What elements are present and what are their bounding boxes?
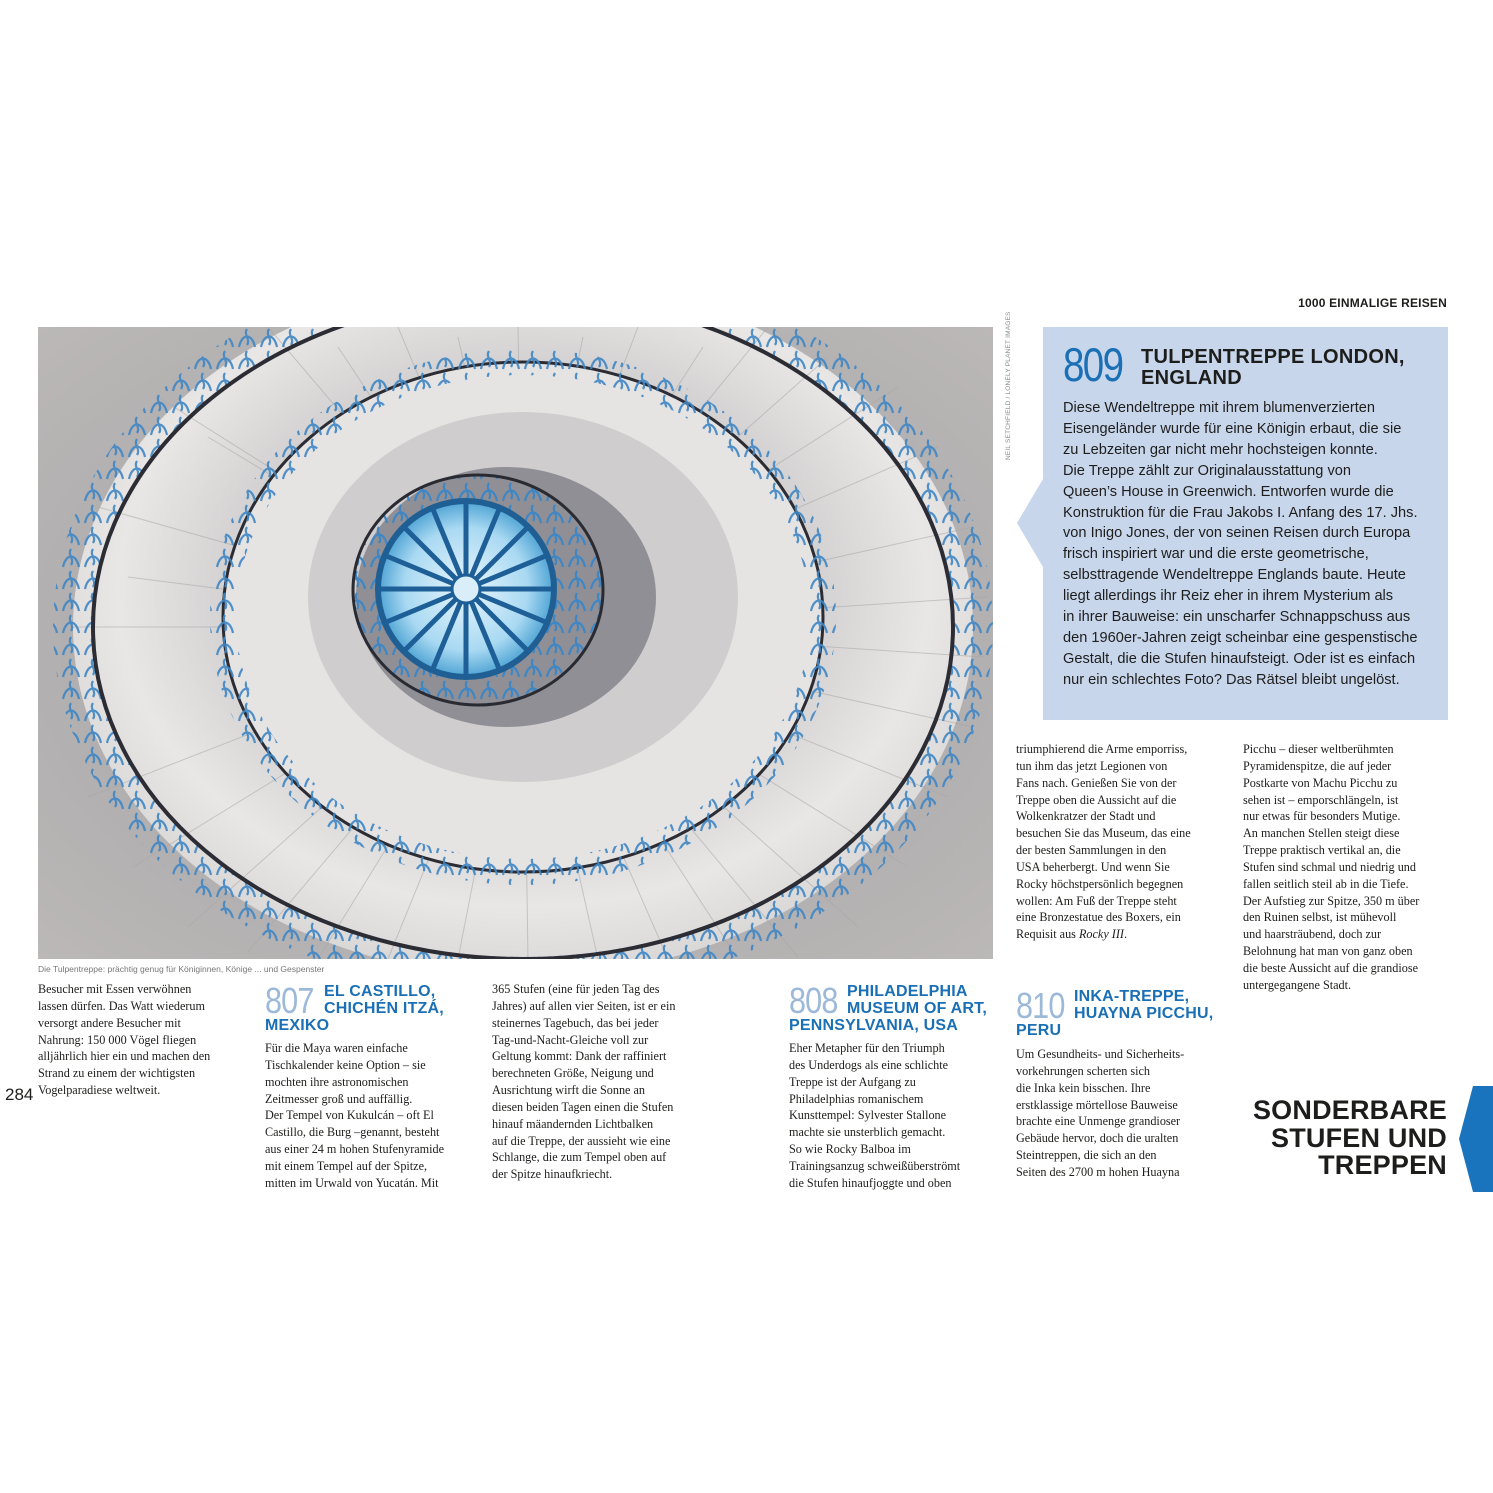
text-line: der besten Sammlungen in den [1016,843,1167,858]
text-fragment: Requisit aus [1016,927,1079,942]
entry-807-heading [265,980,480,1035]
entry-title-line: CHICHÉN ITZÁ, [324,1000,444,1017]
text-line: diesen beiden Tagen einen die Stufen [492,1099,674,1114]
text-line: Treppe praktisch vertikal an, die [1243,843,1401,858]
text-line: Stufen sind schmal und niedrig und [1243,859,1416,874]
text-line: Kunsttempel: Sylvester Stallone [789,1108,947,1123]
text-line: alljährlich hier ein und machen den [38,1049,211,1064]
photo-credit: NEIL SETCHFIELD / LONELY PLANET IMAGES [1005,311,1012,460]
feature-box-809 [1017,327,1448,720]
text-line: Besucher mit Essen verwöhnen [38,982,192,996]
text-line: Zeitmesser groß und auffällig. [265,1091,413,1106]
text-line: Wolkenkratzer der Stadt und [1016,809,1156,824]
feature-body [1063,398,1438,691]
text-line: Strand zu einem der wichtigsten [38,1066,196,1081]
text-line: Steintreppen, die sich an den [1016,1148,1157,1163]
entry-807-text [265,1040,480,1192]
text-line: USA beherbergt. Und wenn Sie [1016,859,1170,874]
entry-title-line: EL CASTILLO, [324,983,436,1000]
entry-title-line: PHILADELPHIA [847,983,968,1000]
feature-body-line: selbsttragende Wendeltreppe Englands baute. Heute [1063,567,1406,584]
text-line: der Spitze hinaufkriecht. [492,1167,613,1182]
text-line: vorkehrungen scherten sich [1016,1063,1151,1078]
text-line: besuchen Sie das Museum, das eine [1016,826,1191,841]
column-6-text [1243,741,1458,994]
text-line: eine Bronzestatue des Boxers, ein [1016,910,1181,925]
chapter-title-line: STUFEN UND [1271,1122,1447,1153]
text-line: nur etwas für besonders Mutige. [1243,809,1401,824]
text-line: Picchu – dieser weltberühmten [1243,742,1394,756]
text-line: Für die Maya waren einfache [265,1041,408,1055]
text-line: Philadelphias romanischem [789,1091,924,1106]
text-line: versorgt andere Besucher mit [38,1015,181,1030]
feature-number: 809 [1063,338,1123,391]
text-line: mitten im Urwald von Yucatán. Mit [265,1175,439,1190]
entry-title-line: HUAYNA PICCHU, [1074,1005,1214,1022]
column-3-text [492,981,707,1183]
text-line: den Ruinen selbst, ist mühevoll [1243,910,1397,925]
text-line: untergegangene Stadt. [1243,977,1352,992]
text-line: Nahrung: 150 000 Vögel fliegen [38,1032,197,1047]
text-line: Ausrichtung wirft die Sonne an [492,1083,645,1098]
text-line: die beste Aussicht auf die grandiose [1243,960,1418,975]
feature-title-line: TULPENTREPPE LONDON, [1141,346,1405,368]
text-line: Eher Metapher für den Triumph [789,1041,945,1055]
chapter-title [1240,1097,1447,1180]
feature-body-line: frisch inspiriert war und die erste geometrische, [1063,546,1369,563]
entry-title-line: INKA-TREPPE, [1074,988,1190,1005]
text-line: Um Gesundheits- und Sicherheits- [1016,1047,1185,1061]
text-line: die Inka kein bisschen. Ihre [1016,1080,1151,1095]
feature-title-line: ENGLAND [1141,367,1242,389]
entry-number: 810 [1016,985,1065,1026]
text-line: Jahres) auf allen vier Seiten, ist er ein [492,998,676,1013]
text-line: tun ihm das jetzt Legionen von [1016,758,1168,773]
text-line: Seiten des 2700 m hohen Huayna [1016,1164,1180,1179]
entry-number: 807 [265,980,314,1021]
text-line: Belohnung hat man von ganz oben [1243,944,1413,959]
entry-title-line: PERU [1016,1022,1062,1039]
entry-808-text [789,1040,1004,1192]
text-line: Geltung kommt: Dank der raffiniert [492,1049,667,1064]
text-line: Gebäude hervor, doch die uralten [1016,1131,1179,1146]
feature-body-line: zu Lebzeiten gar nicht mehr hochsteigen konnte. [1063,441,1378,458]
chapter-title-line: SONDERBARE [1252,1095,1447,1125]
text-line: Der Aufstieg zur Spitze, 350 m über [1243,893,1420,908]
feature-body-line: Die Treppe zählt zur Originalausstattung von [1063,462,1351,479]
text-line: Postkarte von Machu Picchu zu [1243,775,1398,790]
staircase-photo [38,327,993,959]
text-line: Tag-und-Nacht-Gleiche voll zur [492,1032,649,1047]
text-line: berechneten Größe, Neigung und [492,1066,654,1081]
text-line: und haarsträubend, doch zur [1243,927,1382,942]
entry-810-heading [1016,985,1231,1040]
text-line: mit einem Tempel auf der Spitze, [265,1158,428,1173]
text-line: die Stufen hinaufjoggte und oben [789,1175,952,1190]
text-line: Vogelparadiese weltweit. [38,1083,161,1098]
text-line: brachte eine Unmenge grandioser [1016,1114,1181,1129]
italic-title: Rocky III [1078,927,1124,942]
text-line: hinauf mäandernden Lichtbalken [492,1116,654,1131]
feature-body-line: Konstruktion für die Frau Jakobs I. Anfang des 17. Jhs. [1063,504,1418,521]
text-line: Trainingsanzug schweißüberströmt [789,1158,961,1173]
text-line: fallen seitlich steil ab in die Tiefe. [1243,876,1409,891]
entry-title-line: MEXIKO [265,1017,330,1034]
text-line: Treppe oben die Aussicht auf die [1016,792,1177,807]
feature-body-line: Gestalt, die die Stufen hinaufsteigt. Oder ist es einfach [1063,650,1416,667]
text-line: 365 Stufen (eine für jeden Tag des [492,982,660,996]
text-line: Der Tempel von Kukulcán – oft El [265,1108,434,1123]
feature-body-line: von Inigo Jones, der von seinen Reisen durch Europa [1063,525,1411,542]
text-line: erstklassige mörtellose Bauweise [1016,1097,1178,1112]
entry-title-line: PENNSYLVANIA, USA [789,1017,959,1034]
feature-body-line: Diese Wendeltreppe mit ihrem blumenverzierten [1063,400,1376,416]
text-line: Pyramidenspitze, die auf jeder [1243,758,1392,773]
running-head: 1000 EINMALIGE REISEN [1298,296,1447,310]
text-line: sehen ist – emporschlängeln, ist [1243,792,1399,807]
column-5-text [1016,741,1231,943]
chapter-tab-marker [1459,1086,1493,1192]
text-line: Rocky höchstpersönlich begegnen [1016,876,1184,891]
column-1-text [38,981,253,1099]
text-line: steinernes Tagebuch, das bei jeder [492,1015,659,1030]
text-line: Fans nach. Genießen Sie von der [1016,775,1177,790]
entry-title-line: MUSEUM OF ART, [847,1000,987,1017]
entry-810-text [1016,1046,1231,1181]
text-line [1016,926,1231,943]
page-number: 284 [5,1085,34,1104]
feature-body-line: in ihrer Bauweise: ein unscharfer Schnappschuss aus [1063,609,1411,626]
chapter-title-line: TREPPEN [1318,1150,1447,1180]
text-line: wollen: Am Fuß der Treppe steht [1016,893,1177,908]
feature-body-line: nur ein schlechtes Foto? Das Rätsel bleibt ungelöst. [1063,671,1400,688]
text-line: So wie Rocky Balboa im [789,1142,911,1157]
text-line: mochten ihre astronomischen [265,1074,409,1089]
text-line: lassen dürfen. Das Watt wiederum [38,998,205,1013]
text-line: triumphierend die Arme emporriss, [1016,742,1188,756]
text-line: Schlange, die zum Tempel oben auf [492,1150,667,1165]
text-line: machte sie unsterblich gemacht. [789,1125,946,1140]
feature-body-line: Eisengeländer wurde für eine Königin erbaut, die sie [1063,420,1402,437]
feature-title [1141,347,1441,389]
text-fragment: . [1123,927,1128,942]
photo-caption: Die Tulpentreppe: prächtig genug für Königinnen, Könige ... und Gespenster [38,964,325,974]
text-line: des Underdogs als eine schlichte [789,1057,949,1072]
text-line: aus einer 24 m hohen Stufenyramide [265,1142,445,1157]
text-line: Tischkalender keine Option – sie [265,1057,426,1072]
text-line: Castillo, die Burg –genannt, besteht [265,1125,440,1140]
entry-808-heading [789,980,1004,1035]
text-line: An manchen Stellen steigt diese [1243,826,1400,841]
feature-body-line: liegt allerdings ihr Reiz eher in ihrem Mysterium als [1063,588,1394,605]
feature-body-line: den 1960er-Jahren zeigt scheinbar eine gespenstische [1063,629,1418,646]
text-line: Treppe ist der Aufgang zu [789,1074,916,1089]
entry-number: 808 [789,980,838,1021]
feature-body-line: Queen’s House in Greenwich. Entworfen wurde die [1063,483,1394,500]
text-line: auf die Treppe, der aussieht wie eine [492,1133,671,1148]
